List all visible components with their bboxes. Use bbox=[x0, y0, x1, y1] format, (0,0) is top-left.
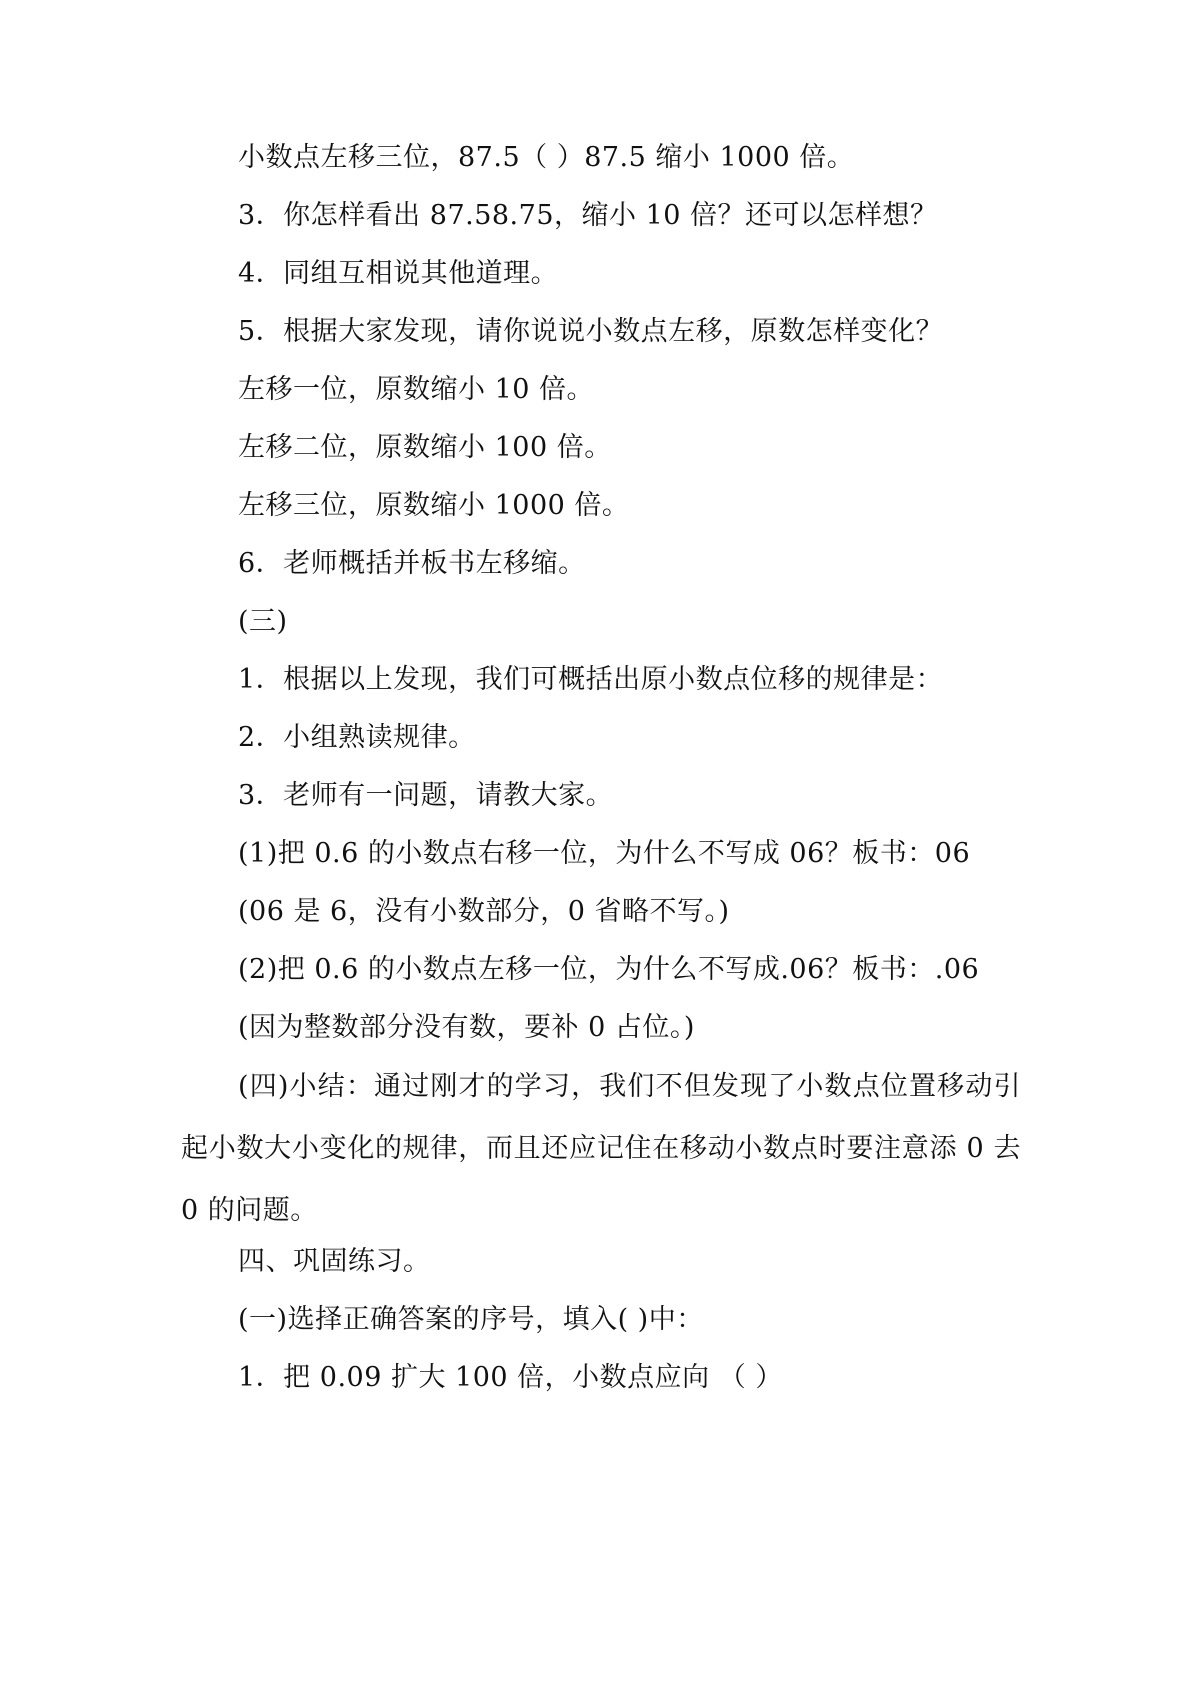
summary-paragraph: (四)小结：通过刚才的学习，我们不但发现了小数点位置移动引起小数大小变化的规律，而且还应记住在移动小数点时要注意添 0 去 0 的问题。 bbox=[181, 1071, 1021, 1226]
text-line: (因为整数部分没有数，要补 0 占位。) bbox=[238, 1012, 695, 1043]
text-line: (06 是 6，没有小数部分，0 省略不写。) bbox=[238, 896, 730, 927]
section-heading: (三) bbox=[238, 606, 288, 637]
text-line: (2)把 0.6 的小数点左移一位，为什么不写成.06？板书：.06 bbox=[238, 954, 980, 985]
text-line: 小数点左移三位，87.5（ ）87.5 缩小 1000 倍。 bbox=[238, 142, 855, 173]
text-line: (1)把 0.6 的小数点右移一位，为什么不写成 06？板书：06 bbox=[238, 838, 971, 869]
section-heading: 四、巩固练习。 bbox=[238, 1246, 431, 1277]
text-line: 左移三位，原数缩小 1000 倍。 bbox=[238, 490, 630, 521]
text-line: 3．老师有一问题，请教大家。 bbox=[238, 780, 614, 811]
text-line: (一)选择正确答案的序号，填入( )中： bbox=[238, 1304, 704, 1335]
text-line: 6．老师概括并板书左移缩。 bbox=[238, 548, 586, 579]
text-line: 左移一位，原数缩小 10 倍。 bbox=[238, 374, 595, 405]
text-line: 2．小组熟读规律。 bbox=[238, 722, 476, 753]
text-line: 5．根据大家发现，请你说说小数点左移，原数怎样变化？ bbox=[238, 316, 944, 347]
question-line: 1．把 0.09 扩大 100 倍，小数点应向 （ ） bbox=[238, 1362, 783, 1393]
text-line: 3．你怎样看出 87.58.75，缩小 10 倍？还可以怎样想？ bbox=[238, 200, 938, 231]
text-line: 1．根据以上发现，我们可概括出原小数点位移的规律是： bbox=[238, 664, 944, 695]
text-line: 4．同组互相说其他道理。 bbox=[238, 258, 559, 289]
text-line: 左移二位，原数缩小 100 倍。 bbox=[238, 432, 612, 463]
